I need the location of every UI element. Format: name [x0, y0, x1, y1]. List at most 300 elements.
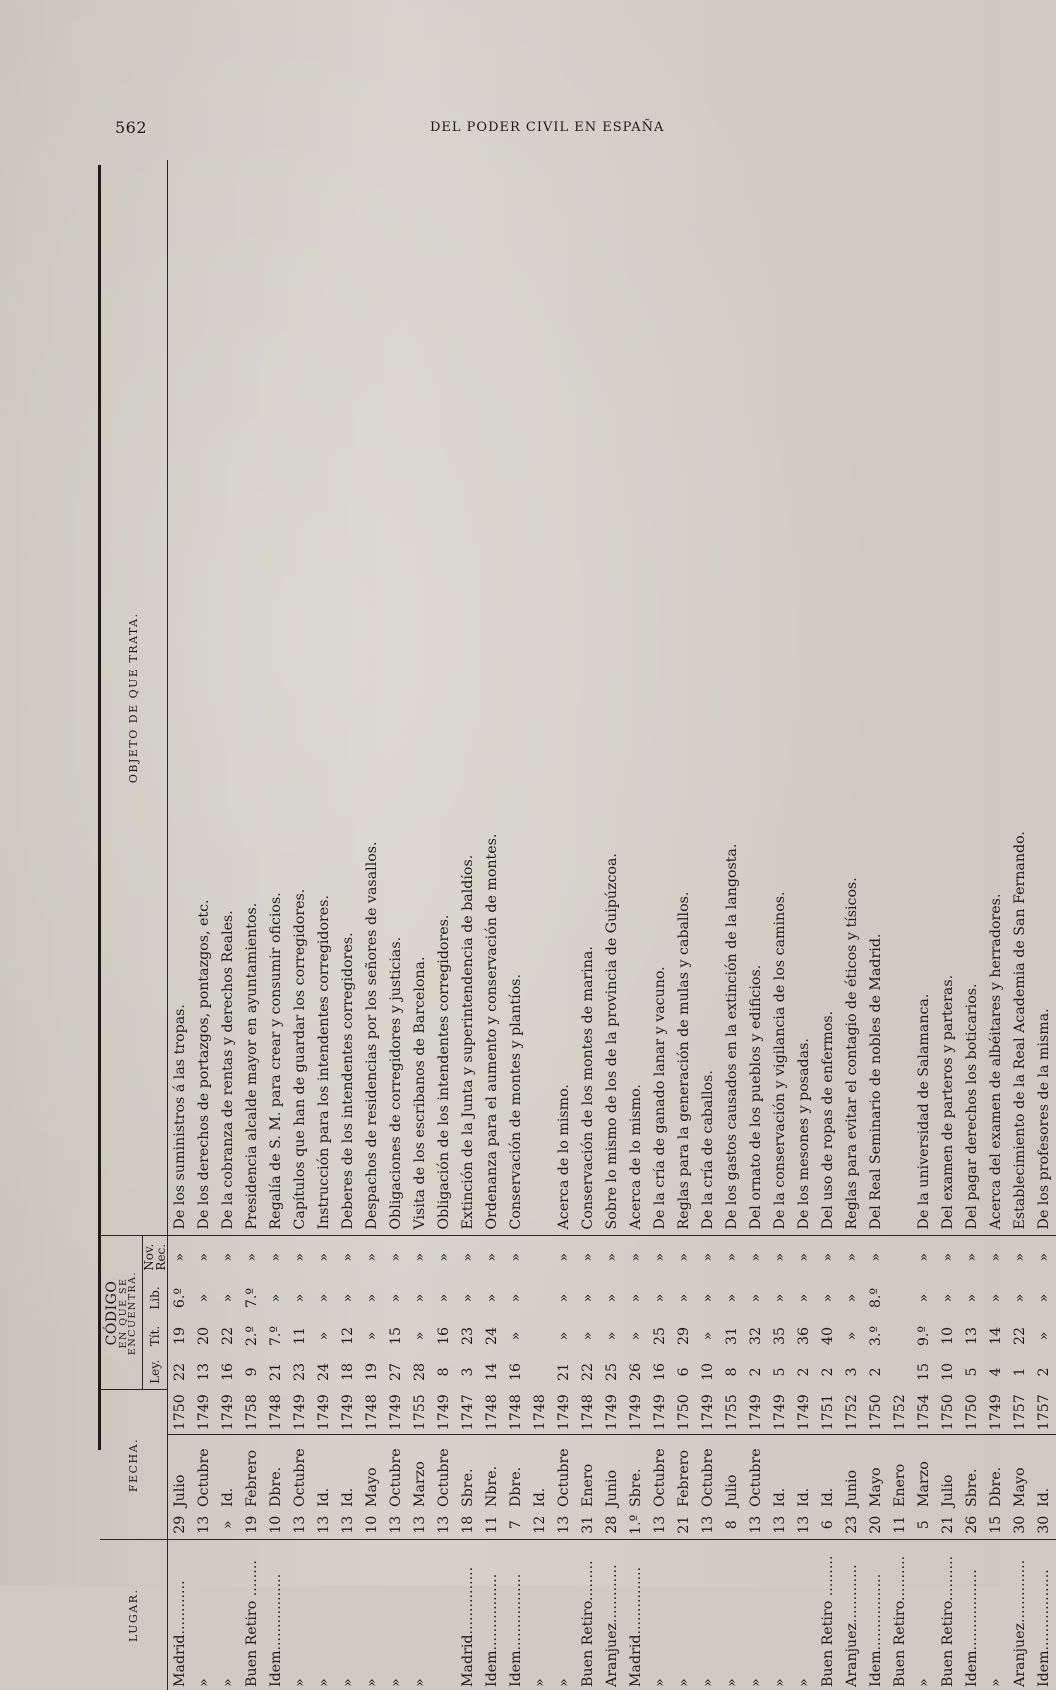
- cell-nov-rec: »: [1032, 1236, 1056, 1278]
- cell-tit: [888, 1318, 912, 1354]
- cell-objeto: Presidencia alcalde mayor en ayuntamientos.: [240, 160, 264, 1236]
- cell-ley: 5: [960, 1354, 984, 1390]
- cell-nov-rec: »: [480, 1236, 504, 1278]
- cell-anio: 1749: [984, 1390, 1008, 1435]
- cell-dia: 30: [1032, 1510, 1056, 1540]
- cell-ley: 18: [336, 1354, 360, 1390]
- cell-tit: 16: [432, 1318, 456, 1354]
- header-codigo: [100, 1236, 143, 1390]
- cell-objeto: De los gastos causados en la extinción de la langosta.: [720, 160, 744, 1236]
- cell-lib: »: [960, 1278, 984, 1318]
- cell-nov-rec: »: [840, 1236, 864, 1278]
- cell-mes: Octubre: [648, 1435, 672, 1510]
- cell-objeto: Acerca de lo mismo.: [552, 160, 576, 1236]
- cell-lib: »: [984, 1278, 1008, 1318]
- cell-nov-rec: »: [984, 1236, 1008, 1278]
- cell-anio: 1749: [552, 1390, 576, 1435]
- cell-nov-rec: »: [432, 1236, 456, 1278]
- cell-lugar: »: [696, 1540, 720, 1690]
- cell-objeto: Conservación de montes y plantíos.: [504, 160, 528, 1236]
- cell-nov-rec: »: [648, 1236, 672, 1278]
- cell-nov-rec: »: [240, 1236, 264, 1278]
- cell-objeto: Establecimiento de la Real Academia de San Fernando.: [1008, 160, 1032, 1236]
- cell-tit: 24: [480, 1318, 504, 1354]
- header-codigo-title: CÓDIGO: [105, 1237, 119, 1390]
- cell-mes: Sbre.: [456, 1435, 480, 1510]
- cell-nov-rec: »: [912, 1236, 936, 1278]
- cell-mes: Octubre: [552, 1435, 576, 1510]
- cell-dia: 28: [600, 1510, 624, 1540]
- cell-lib: »: [480, 1278, 504, 1318]
- cell-tit: 35: [768, 1318, 792, 1354]
- cell-mes: Octubre: [288, 1435, 312, 1510]
- cell-lib: »: [336, 1278, 360, 1318]
- cell-ley: 2: [816, 1354, 840, 1390]
- table-row: [1008, 160, 1032, 1690]
- cell-dia: 13: [792, 1510, 816, 1540]
- cell-lugar: Idem..................: [1032, 1540, 1056, 1690]
- cell-ley: 9: [240, 1354, 264, 1390]
- cell-lugar: Buen Retiro.........: [576, 1540, 600, 1690]
- index-table: [100, 160, 1056, 1690]
- cell-nov-rec: »: [384, 1236, 408, 1278]
- cell-ley: 2: [864, 1354, 888, 1390]
- cell-mes: Id.: [816, 1435, 840, 1510]
- cell-dia: 18: [456, 1510, 480, 1540]
- cell-lugar: »: [672, 1540, 696, 1690]
- cell-mes: Marzo: [912, 1435, 936, 1510]
- cell-mes: Sbre.: [624, 1435, 648, 1510]
- table-row: [576, 160, 600, 1690]
- table-row: [168, 160, 193, 1690]
- cell-lib: »: [672, 1278, 696, 1318]
- cell-nov-rec: »: [600, 1236, 624, 1278]
- cell-nov-rec: »: [168, 1236, 193, 1278]
- cell-ley: 6: [672, 1354, 696, 1390]
- cell-tit: 32: [744, 1318, 768, 1354]
- cell-lib: »: [792, 1278, 816, 1318]
- cell-anio: 1749: [744, 1390, 768, 1435]
- cell-anio: 1750: [168, 1390, 193, 1435]
- cell-ley: 3: [840, 1354, 864, 1390]
- cell-lib: »: [720, 1278, 744, 1318]
- cell-objeto: Del pagar derechos los boticarios.: [960, 160, 984, 1236]
- cell-lugar: Buen Retiro..........: [936, 1540, 960, 1690]
- cell-objeto: Obligaciones de corregidores y justicias.: [384, 160, 408, 1236]
- cell-lugar: Madrid...............: [456, 1540, 480, 1690]
- cell-objeto: Instrucción para los intendentes corregidores.: [312, 160, 336, 1236]
- cell-lib: »: [288, 1278, 312, 1318]
- cell-ley: 2: [744, 1354, 768, 1390]
- cell-tit: »: [312, 1318, 336, 1354]
- cell-dia: 1.º: [624, 1510, 648, 1540]
- cell-nov-rec: »: [1008, 1236, 1032, 1278]
- cell-lugar: Aranjuez..............: [1008, 1540, 1032, 1690]
- table-row: [768, 160, 792, 1690]
- header-lugar: LUGAR.: [100, 1540, 168, 1690]
- cell-dia: 13: [744, 1510, 768, 1540]
- cell-tit: »: [600, 1318, 624, 1354]
- cell-lugar: Buen Retiro..........: [888, 1540, 912, 1690]
- cell-tit: 11: [288, 1318, 312, 1354]
- cell-anio: 1749: [600, 1390, 624, 1435]
- cell-objeto: Conservación de los montes de marina.: [576, 160, 600, 1236]
- table-row: [288, 160, 312, 1690]
- cell-nov-rec: [888, 1236, 912, 1278]
- cell-lugar: »: [288, 1540, 312, 1690]
- cell-ley: 22: [168, 1354, 193, 1390]
- cell-anio: 1749: [216, 1390, 240, 1435]
- cell-lugar: Idem..................: [960, 1540, 984, 1690]
- cell-lib: »: [768, 1278, 792, 1318]
- cell-ley: 21: [264, 1354, 288, 1390]
- cell-lib: »: [408, 1278, 432, 1318]
- cell-tit: 10: [936, 1318, 960, 1354]
- cell-lugar: »: [336, 1540, 360, 1690]
- cell-lugar: »: [552, 1540, 576, 1690]
- cell-lugar: »: [216, 1540, 240, 1690]
- cell-objeto: Deberes de los intendentes corregidores.: [336, 160, 360, 1236]
- cell-anio: 1749: [768, 1390, 792, 1435]
- cell-anio: 1749: [648, 1390, 672, 1435]
- table-row: [264, 160, 288, 1690]
- cell-ley: 15: [912, 1354, 936, 1390]
- cell-nov-rec: »: [192, 1236, 216, 1278]
- cell-anio: 1751: [816, 1390, 840, 1435]
- cell-dia: 12: [528, 1510, 552, 1540]
- cell-anio: 1749: [624, 1390, 648, 1435]
- cell-lugar: Madrid............: [168, 1540, 193, 1690]
- cell-tit: 29: [672, 1318, 696, 1354]
- cell-dia: 5: [912, 1510, 936, 1540]
- cell-ley: 8: [432, 1354, 456, 1390]
- cell-lib: »: [264, 1278, 288, 1318]
- table-row: [960, 160, 984, 1690]
- cell-objeto: Regalía de S. M. para crear y consumir oficios.: [264, 160, 288, 1236]
- cell-anio: 1748: [528, 1390, 552, 1435]
- cell-nov-rec: »: [312, 1236, 336, 1278]
- cell-ley: 13: [192, 1354, 216, 1390]
- cell-ley: 2: [1032, 1354, 1056, 1390]
- table-row: [552, 160, 576, 1690]
- cell-dia: 10: [360, 1510, 384, 1540]
- cell-dia: 19: [240, 1510, 264, 1540]
- cell-ley: [888, 1354, 912, 1390]
- cell-ley: 10: [696, 1354, 720, 1390]
- header-tit: Tít.: [143, 1318, 168, 1354]
- table-row: [240, 160, 264, 1690]
- cell-lib: »: [312, 1278, 336, 1318]
- cell-mes: Nbre.: [480, 1435, 504, 1510]
- cell-mes: Octubre: [432, 1435, 456, 1510]
- cell-dia: 31: [576, 1510, 600, 1540]
- cell-anio: 1748: [576, 1390, 600, 1435]
- cell-mes: Id.: [768, 1435, 792, 1510]
- cell-dia: 15: [984, 1510, 1008, 1540]
- cell-objeto: Despachos de residencias por los señores de vasallos.: [360, 160, 384, 1236]
- cell-tit: [528, 1318, 552, 1354]
- cell-anio: 1748: [264, 1390, 288, 1435]
- cell-nov-rec: »: [624, 1236, 648, 1278]
- cell-lugar: [432, 1540, 456, 1690]
- cell-lib: 8.º: [864, 1278, 888, 1318]
- cell-nov-rec: »: [504, 1236, 528, 1278]
- cell-tit: 7.º: [264, 1318, 288, 1354]
- cell-lugar: »: [384, 1540, 408, 1690]
- cell-objeto: De los suministros á las tropas.: [168, 160, 193, 1236]
- cell-tit: »: [504, 1318, 528, 1354]
- cell-tit: 23: [456, 1318, 480, 1354]
- table-row: [1032, 160, 1056, 1690]
- cell-lib: »: [216, 1278, 240, 1318]
- cell-nov-rec: »: [792, 1236, 816, 1278]
- cell-lib: »: [912, 1278, 936, 1318]
- cell-objeto: Capítulos que han de guardar los corregidores.: [288, 160, 312, 1236]
- cell-nov-rec: »: [936, 1236, 960, 1278]
- cell-tit: 13: [960, 1318, 984, 1354]
- cell-mes: Marzo: [408, 1435, 432, 1510]
- cell-ley: 21: [552, 1354, 576, 1390]
- cell-nov-rec: »: [552, 1236, 576, 1278]
- cell-tit: »: [696, 1318, 720, 1354]
- cell-ley: [528, 1354, 552, 1390]
- cell-lugar: Idem.................: [480, 1540, 504, 1690]
- cell-ley: 14: [480, 1354, 504, 1390]
- cell-tit: 20: [192, 1318, 216, 1354]
- cell-lugar: »: [768, 1540, 792, 1690]
- cell-nov-rec: »: [816, 1236, 840, 1278]
- cell-anio: 1758: [240, 1390, 264, 1435]
- cell-tit: »: [360, 1318, 384, 1354]
- header-ley: Ley.: [143, 1354, 168, 1390]
- header-fecha: FECHA.: [100, 1390, 168, 1540]
- cell-dia: 13: [408, 1510, 432, 1540]
- table-row: [624, 160, 648, 1690]
- cell-mes: Julio: [168, 1435, 193, 1510]
- cell-dia: 11: [888, 1510, 912, 1540]
- cell-objeto: De los mesones y posadas.: [792, 160, 816, 1236]
- cell-dia: 13: [336, 1510, 360, 1540]
- cell-anio: 1755: [720, 1390, 744, 1435]
- cell-dia: 13: [312, 1510, 336, 1540]
- cell-lugar: »: [408, 1540, 432, 1690]
- cell-nov-rec: »: [336, 1236, 360, 1278]
- cell-ley: 19: [360, 1354, 384, 1390]
- table-row: [816, 160, 840, 1690]
- table-row: [408, 160, 432, 1690]
- cell-mes: Octubre: [744, 1435, 768, 1510]
- cell-lib: »: [192, 1278, 216, 1318]
- cell-lib: »: [576, 1278, 600, 1318]
- cell-mes: Octubre: [192, 1435, 216, 1510]
- cell-mes: Julio: [720, 1435, 744, 1510]
- cell-dia: 7: [504, 1510, 528, 1540]
- cell-tit: 14: [984, 1318, 1008, 1354]
- cell-lib: »: [600, 1278, 624, 1318]
- cell-anio: 1757: [1008, 1390, 1032, 1435]
- cell-anio: 1749: [792, 1390, 816, 1435]
- cell-lib: »: [696, 1278, 720, 1318]
- cell-mes: Id.: [792, 1435, 816, 1510]
- cell-nov-rec: »: [864, 1236, 888, 1278]
- cell-lib: »: [744, 1278, 768, 1318]
- cell-anio: 1757: [1032, 1390, 1056, 1435]
- cell-lugar: »: [744, 1540, 768, 1690]
- cell-objeto: Del ornato de los pueblos y edificios.: [744, 160, 768, 1236]
- cell-tit: 15: [384, 1318, 408, 1354]
- cell-dia: 13: [288, 1510, 312, 1540]
- cell-mes: Enero: [576, 1435, 600, 1510]
- table-row: [528, 160, 552, 1690]
- table-row: [864, 160, 888, 1690]
- cell-dia: 29: [168, 1510, 193, 1540]
- table-row: [720, 160, 744, 1690]
- cell-ley: 22: [576, 1354, 600, 1390]
- cell-lib: »: [648, 1278, 672, 1318]
- cell-nov-rec: »: [696, 1236, 720, 1278]
- cell-dia: 26: [960, 1510, 984, 1540]
- cell-dia: 23: [840, 1510, 864, 1540]
- cell-tit: 3.º: [864, 1318, 888, 1354]
- cell-anio: 1750: [672, 1390, 696, 1435]
- cell-lugar: »: [528, 1540, 552, 1690]
- cell-objeto: [888, 160, 912, 1236]
- cell-ley: 8: [720, 1354, 744, 1390]
- cell-tit: 2.º: [240, 1318, 264, 1354]
- table-row: [480, 160, 504, 1690]
- cell-lib: »: [360, 1278, 384, 1318]
- cell-nov-rec: »: [288, 1236, 312, 1278]
- cell-tit: 36: [792, 1318, 816, 1354]
- cell-mes: Febrero: [240, 1435, 264, 1510]
- cell-ley: 16: [216, 1354, 240, 1390]
- cell-objeto: Del Real Seminario de nobles de Madrid.: [864, 160, 888, 1236]
- cell-lugar: »: [192, 1540, 216, 1690]
- cell-nov-rec: »: [672, 1236, 696, 1278]
- table-row: [744, 160, 768, 1690]
- cell-anio: 1749: [192, 1390, 216, 1435]
- cell-lib: »: [552, 1278, 576, 1318]
- cell-anio: 1749: [336, 1390, 360, 1435]
- cell-anio: 1754: [912, 1390, 936, 1435]
- cell-anio: 1749: [288, 1390, 312, 1435]
- running-head: DEL PODER CIVIL EN ESPAÑA: [430, 120, 664, 135]
- cell-lugar: Buen Retiro ........: [240, 1540, 264, 1690]
- cell-tit: »: [552, 1318, 576, 1354]
- table-row: [672, 160, 696, 1690]
- cell-lugar: »: [648, 1540, 672, 1690]
- cell-mes: Enero: [888, 1435, 912, 1510]
- cell-mes: Id.: [336, 1435, 360, 1510]
- cell-mes: Octubre: [696, 1435, 720, 1510]
- cell-ley: 28: [408, 1354, 432, 1390]
- table-row: [840, 160, 864, 1690]
- cell-dia: 13: [384, 1510, 408, 1540]
- cell-lugar: Idem.................: [504, 1540, 528, 1690]
- cell-dia: 21: [672, 1510, 696, 1540]
- cell-mes: Mayo: [360, 1435, 384, 1510]
- table-row: [384, 160, 408, 1690]
- cell-anio: 1750: [936, 1390, 960, 1435]
- cell-objeto: Extinción de la Junta y superintendencia de baldíos.: [456, 160, 480, 1236]
- cell-objeto: [528, 160, 552, 1236]
- cell-mes: Dbre.: [984, 1435, 1008, 1510]
- cell-anio: 1749: [432, 1390, 456, 1435]
- cell-mes: Dbre.: [264, 1435, 288, 1510]
- cell-objeto: Visita de los escribanos de Barcelona.: [408, 160, 432, 1236]
- table-row: [456, 160, 480, 1690]
- cell-tit: »: [1032, 1318, 1056, 1354]
- cell-anio: 1749: [696, 1390, 720, 1435]
- cell-lib: »: [456, 1278, 480, 1318]
- cell-tit: »: [576, 1318, 600, 1354]
- cell-lib: »: [384, 1278, 408, 1318]
- cell-lib: »: [1032, 1278, 1056, 1318]
- cell-mes: Id.: [312, 1435, 336, 1510]
- cell-objeto: De la conservación y vigilancia de los caminos.: [768, 160, 792, 1236]
- cell-tit: 40: [816, 1318, 840, 1354]
- cell-tit: »: [840, 1318, 864, 1354]
- cell-anio: 1752: [888, 1390, 912, 1435]
- cell-dia: 13: [552, 1510, 576, 1540]
- cell-tit: 31: [720, 1318, 744, 1354]
- header-nov-rec: Nov. Rec.: [143, 1236, 168, 1278]
- cell-lugar: Aranjuez.............: [600, 1540, 624, 1690]
- cell-objeto: Reglas para la generación de mulas y caballos.: [672, 160, 696, 1236]
- cell-objeto: De los profesores de la misma.: [1032, 160, 1056, 1236]
- cell-ley: 24: [312, 1354, 336, 1390]
- cell-dia: 6: [816, 1510, 840, 1540]
- cell-mes: Id.: [528, 1435, 552, 1510]
- cell-anio: 1750: [864, 1390, 888, 1435]
- cell-nov-rec: »: [408, 1236, 432, 1278]
- cell-lib: 6.º: [168, 1278, 193, 1318]
- table-row: [504, 160, 528, 1690]
- table-row: [888, 160, 912, 1690]
- cell-dia: 8: [720, 1510, 744, 1540]
- cell-ley: 5: [768, 1354, 792, 1390]
- cell-lib: 7.º: [240, 1278, 264, 1318]
- cell-anio: 1752: [840, 1390, 864, 1435]
- cell-nov-rec: [528, 1236, 552, 1278]
- cell-tit: »: [408, 1318, 432, 1354]
- cell-ley: 10: [936, 1354, 960, 1390]
- cell-objeto: Ordenanza para el aumento y conservación de montes.: [480, 160, 504, 1236]
- cell-objeto: De los derechos de portazgos, pontazgos, etc.: [192, 160, 216, 1236]
- cell-lugar: Aranjuez.............: [840, 1540, 864, 1690]
- cell-lugar: »: [720, 1540, 744, 1690]
- table-row: [432, 160, 456, 1690]
- cell-ley: 2: [792, 1354, 816, 1390]
- cell-lugar: »: [792, 1540, 816, 1690]
- cell-dia: 11: [480, 1510, 504, 1540]
- cell-mes: Id.: [1032, 1435, 1056, 1510]
- cell-mes: Octubre: [384, 1435, 408, 1510]
- table-row: [696, 160, 720, 1690]
- cell-ley: 16: [504, 1354, 528, 1390]
- table-row: [216, 160, 240, 1690]
- cell-anio: 1749: [312, 1390, 336, 1435]
- cell-objeto: Obligación de los intendentes corregidores.: [432, 160, 456, 1236]
- table-row: [360, 160, 384, 1690]
- cell-lib: [528, 1278, 552, 1318]
- table-body: [168, 160, 1056, 1690]
- cell-tit: 9.º: [912, 1318, 936, 1354]
- cell-dia: »: [216, 1510, 240, 1540]
- cell-ley: 16: [648, 1354, 672, 1390]
- cell-dia: 13: [432, 1510, 456, 1540]
- cell-lugar: »: [912, 1540, 936, 1690]
